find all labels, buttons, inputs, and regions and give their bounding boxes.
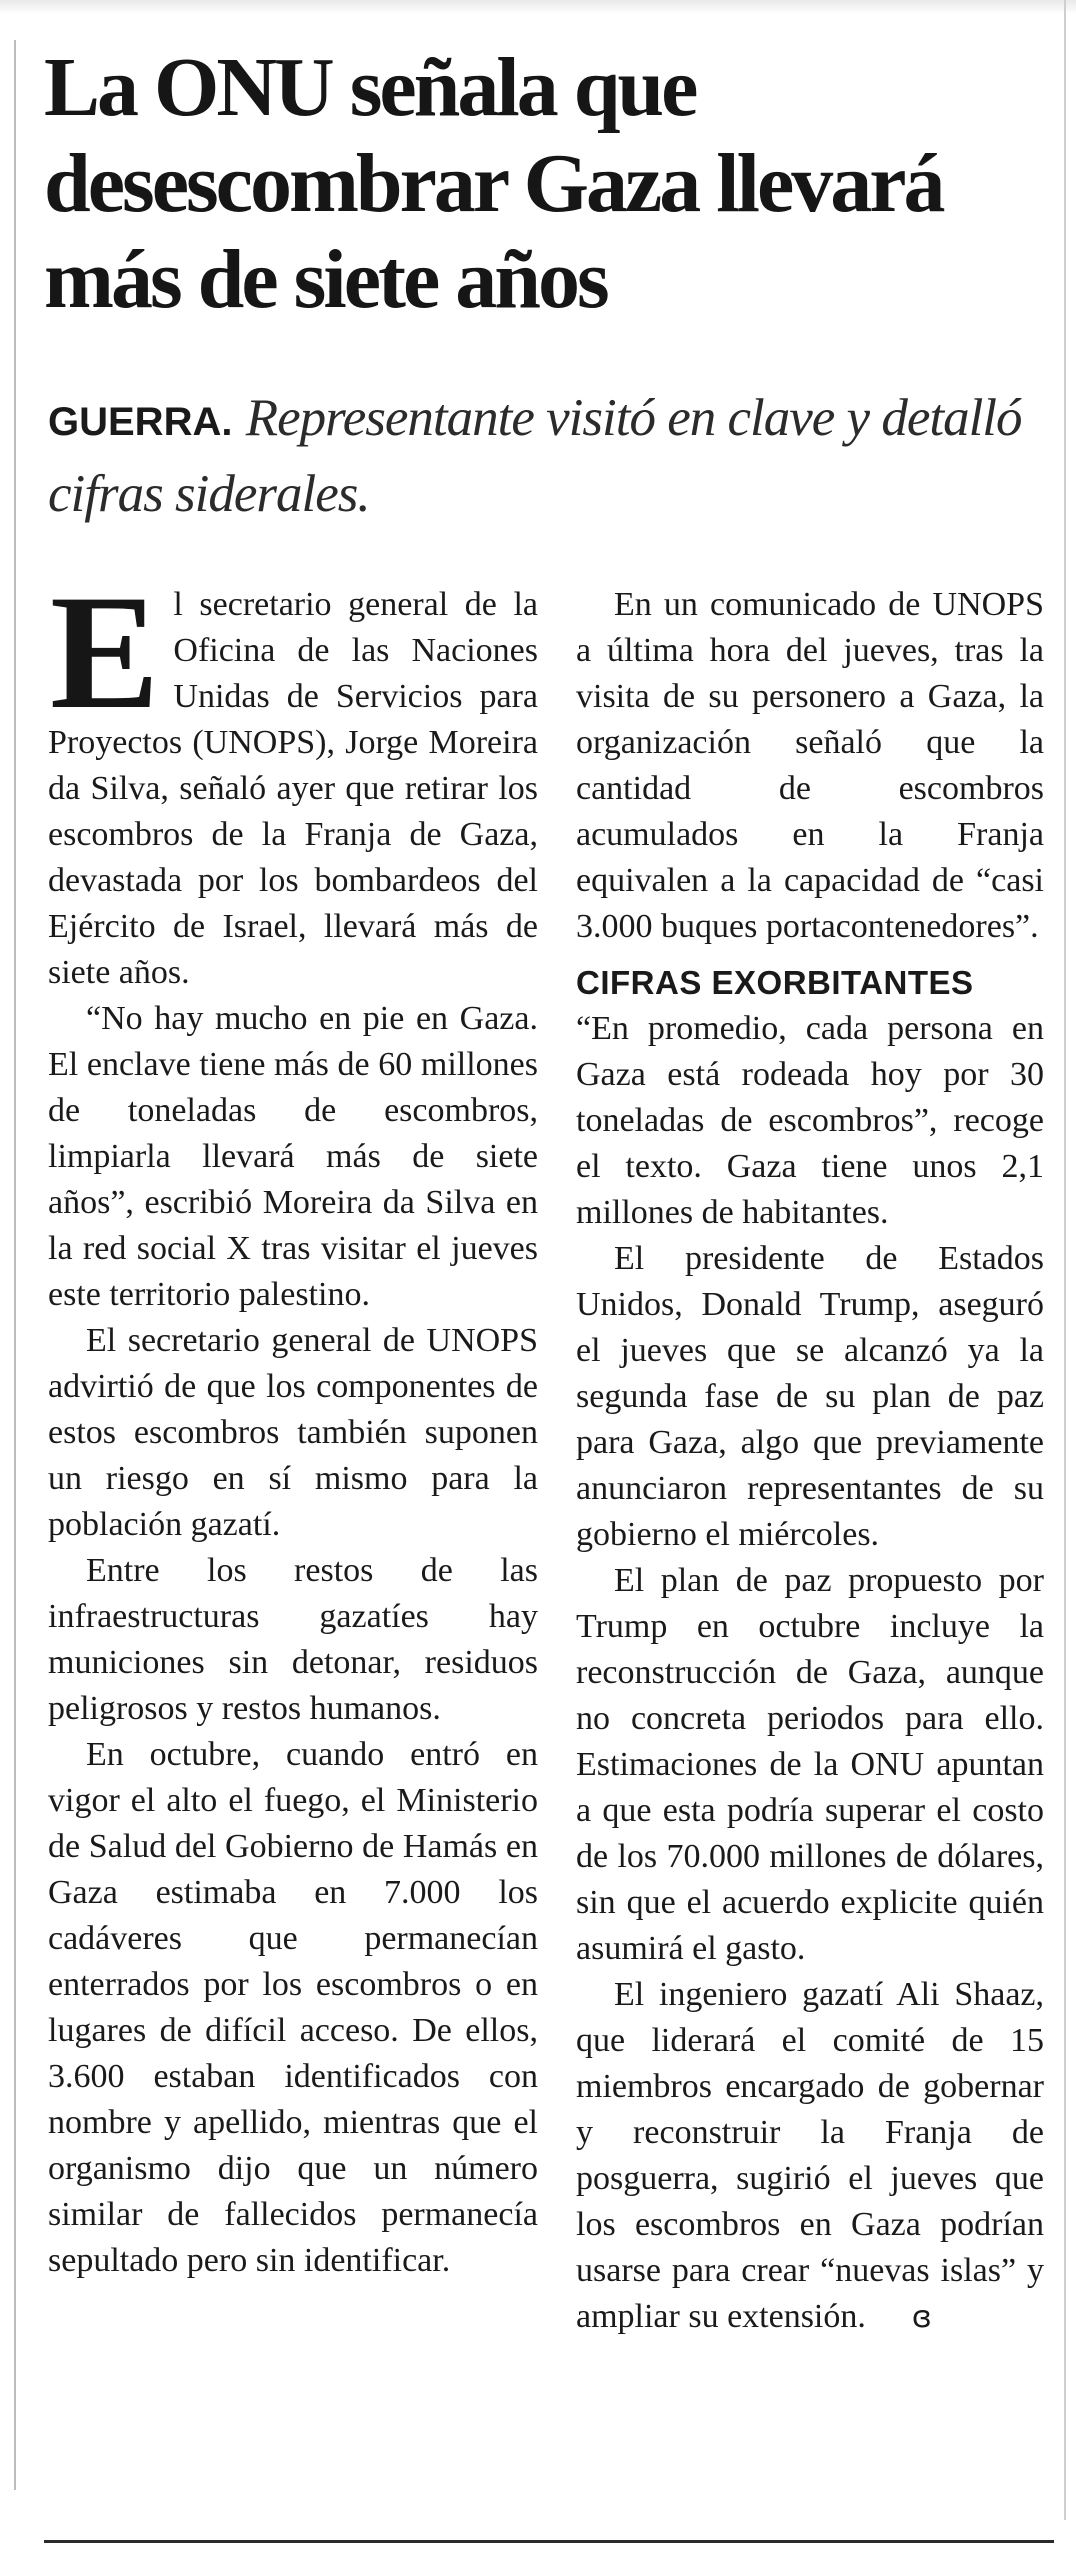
drop-cap: E bbox=[50, 562, 160, 743]
subhead bbox=[48, 382, 1028, 530]
final-paragraph bbox=[576, 1972, 1044, 2341]
body-paragraph: En octubre, cuando entró en vigor el alto el fuego, el Ministerio de Salud del Gobierno de Hamás en Gaza estimaba en 7.000 los cadáveres que permanecían enterrados por los escombros o en lugares de difícil acceso. De ellos, 3.600 estaban identificados con nombre y apellido, mientras que el organismo dijo que un número similar de fallecidos permanecía sepultado pero sin identificar. bbox=[48, 1736, 538, 2279]
body-paragraph: “No hay mucho en pie en Gaza. El enclave tiene más de 60 millones de toneladas de escombros, limpiarla llevará más de siete años”, escribió Moreira da Silva en la red social X tras visitar el jueves este territorio palestino. bbox=[48, 1000, 538, 1313]
body-paragraph: El secretario general de UNOPS advirtió de que los componentes de estos escombros también suponen un riesgo en sí mismo para la población gazatí. bbox=[48, 1322, 538, 1543]
article-column-right bbox=[576, 582, 1044, 2341]
bottom-rule bbox=[44, 2540, 1054, 2543]
headline: La ONU señala que desescombrar Gaza llevará más de siete años bbox=[44, 41, 943, 326]
section-heading: CIFRAS EXORBITANTES bbox=[576, 964, 974, 1001]
lead-paragraph bbox=[48, 562, 538, 996]
deck: Representante visitó en clave y detalló cifras siderales. bbox=[48, 389, 1022, 523]
page-top-shadow bbox=[0, 0, 1076, 14]
end-mark-icon: ɞ bbox=[911, 2300, 932, 2335]
left-column-rule bbox=[14, 40, 16, 2490]
body-paragraph: En un comunicado de UNOPS a última hora del jueves, tras la visita de su personero a Gaza, la organización señaló que la cantidad de escombros acumulados en la Franja equivalen a la capacidad de “casi 3.000 buques portacontenedores”. bbox=[576, 586, 1044, 945]
body-paragraph: “En promedio, cada persona en Gaza está rodeada hoy por 30 toneladas de escombros”, recoge el texto. Gaza tiene unos 2,1 millones de habitantes. bbox=[576, 1010, 1044, 1231]
lead-text: l secretario general de la Oficina de las Naciones Unidas de Servicios para Proyectos (UNOPS), Jorge Moreira da Silva, señaló ayer que retirar los escombros de la Franja de Gaza, devastada por los bombardeos del Ejército de Israel, llevará más de siete años. bbox=[48, 586, 538, 991]
kicker: GUERRA. bbox=[48, 400, 233, 444]
body-paragraph: Entre los restos de las infraestructuras gazatíes hay municiones sin detonar, residuos peligrosos y restos humanos. bbox=[48, 1552, 538, 1727]
right-page-edge bbox=[1064, 0, 1066, 2520]
final-paragraph-text: El ingeniero gazatí Ali Shaaz, que liderará el comité de 15 miembros encargado de gobernar y reconstruir la Franja de posguerra, sugirió el jueves que los escombros en Gaza podrían usarse para crear “nuevas islas” y ampliar su extensión. bbox=[576, 1976, 1044, 2335]
body-paragraph: El presidente de Estados Unidos, Donald Trump, aseguró el jueves que se alcanzó ya la segunda fase de su plan de paz para Gaza, algo que previamente anunciaron representantes de su gobierno el miércoles. bbox=[576, 1240, 1044, 1553]
body-paragraph: El plan de paz propuesto por Trump en octubre incluye la reconstrucción de Gaza, aunque no concreta periodos para ello. Estimaciones de la ONU apuntan a que esta podría superar el costo de los 70.000 millones de dólares, sin que el acuerdo explicite quién asumirá el gasto. bbox=[576, 1562, 1044, 1967]
article-column-left bbox=[48, 562, 538, 2284]
